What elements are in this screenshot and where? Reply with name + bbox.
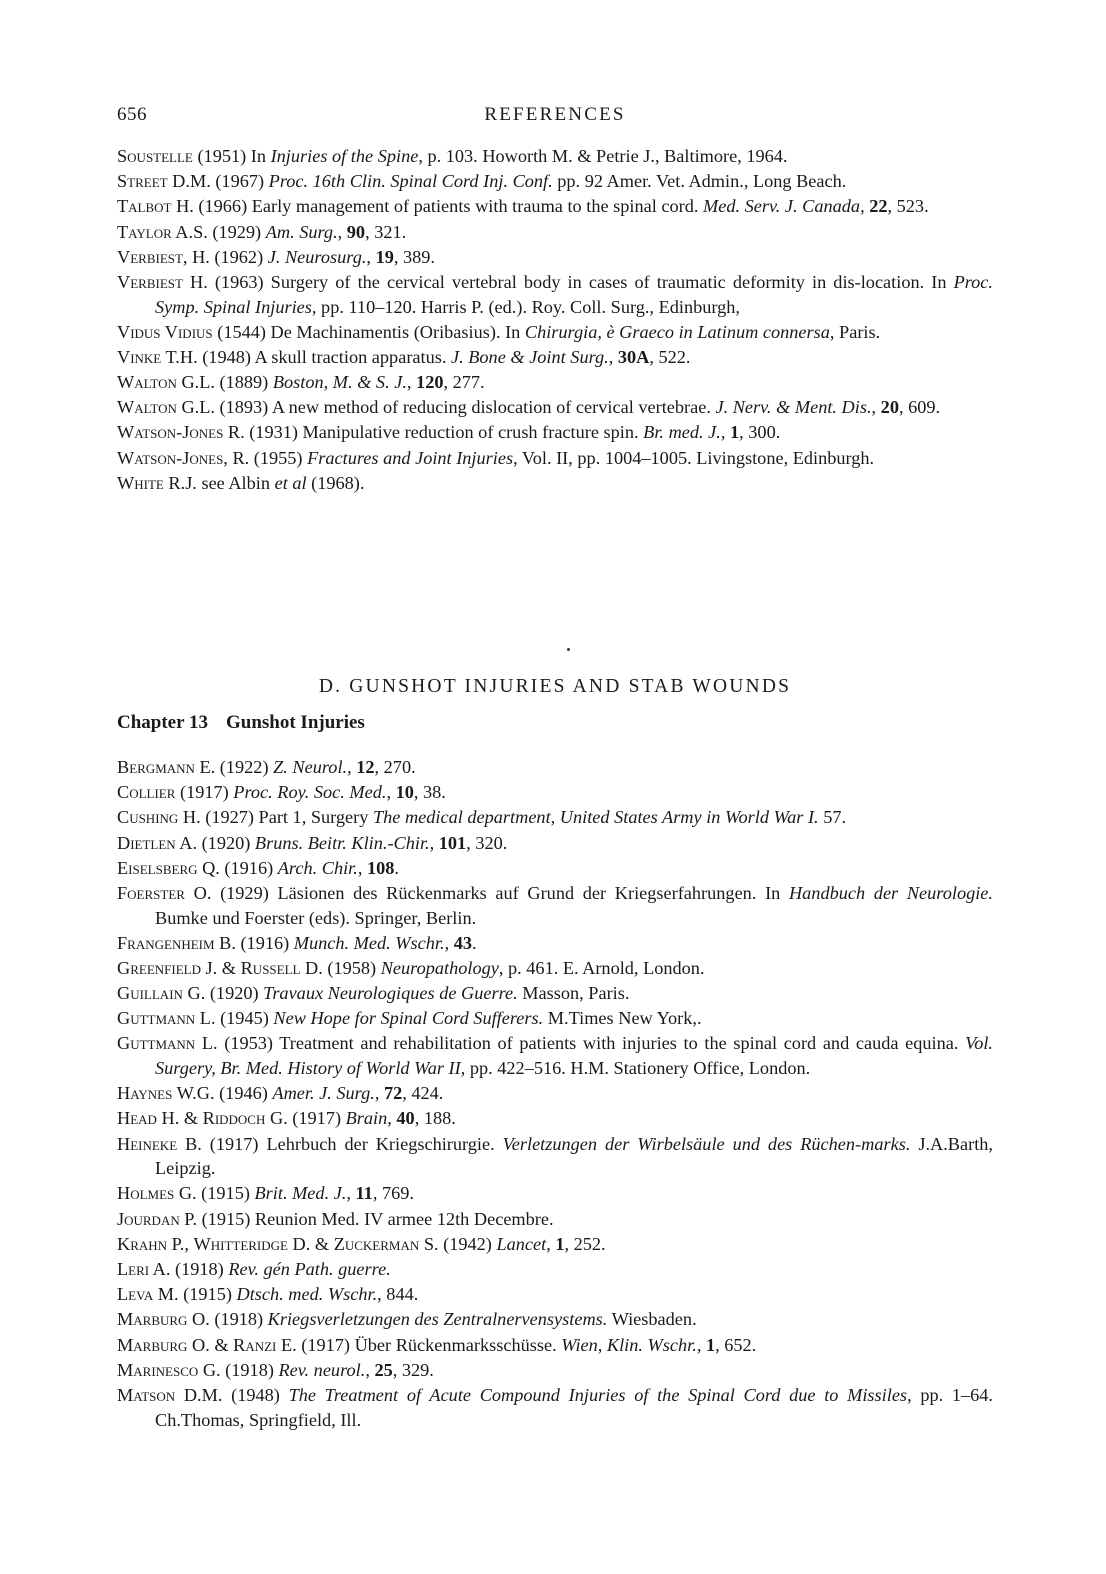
page-number: 656 bbox=[117, 104, 147, 125]
reference-entry bbox=[117, 220, 993, 245]
reference-entry bbox=[117, 1383, 993, 1432]
reference-entry bbox=[117, 831, 993, 856]
reference-entry bbox=[117, 1181, 993, 1206]
reference-entry bbox=[117, 1257, 993, 1282]
reference-entry bbox=[117, 370, 993, 395]
reference-author: Vidus Vidius bbox=[117, 321, 213, 342]
reference-entry bbox=[117, 194, 993, 219]
reference-author: Walton bbox=[117, 397, 177, 418]
reference-citation: P., Whitteridge D. & Zuckerman S. (1942) Lancet, 1, 252. bbox=[167, 1233, 606, 1254]
reference-author: Watson-Jones, bbox=[117, 447, 228, 468]
reference-citation: G.L. (1893) A new method of reducing dislocation of cervical vertebrae. J. Nerv. & Ment. Dis., 20, 609. bbox=[176, 397, 941, 418]
reference-author: Krahn bbox=[117, 1233, 168, 1254]
reference-author: Eiselsberg bbox=[117, 857, 198, 878]
reference-entry bbox=[117, 1358, 993, 1383]
reference-entry bbox=[117, 1307, 993, 1332]
reference-citation: Q. (1916) Arch. Chir., 108. bbox=[197, 857, 399, 878]
reference-citation: G. (1918) Rev. neurol., 25, 329. bbox=[198, 1359, 434, 1380]
reference-author: Marinesco bbox=[117, 1359, 199, 1380]
reference-author: Walton bbox=[117, 372, 177, 393]
running-title: REFERENCES bbox=[484, 104, 626, 125]
reference-entry bbox=[117, 471, 993, 496]
reference-entry bbox=[117, 169, 993, 194]
reference-entry bbox=[117, 1207, 993, 1232]
reference-entry bbox=[117, 755, 993, 780]
reference-citation: L. (1945) New Hope for Spinal Cord Sufferers. M.Times New York,. bbox=[195, 1008, 702, 1029]
reference-citation: (1544) De Machinamentis (Oribasius). In Chirurgia, è Graeco in Latinum connersa, Paris. bbox=[212, 321, 881, 342]
reference-author: Vinke bbox=[117, 346, 162, 367]
reference-author: Talbot bbox=[117, 196, 172, 217]
reference-author: Street bbox=[117, 171, 168, 192]
reference-entry bbox=[117, 956, 993, 981]
reference-entry bbox=[117, 345, 993, 370]
reference-author: Marburg bbox=[117, 1309, 188, 1330]
reference-entry bbox=[117, 931, 993, 956]
reference-entry bbox=[117, 856, 993, 881]
reference-citation: D.M. (1967) Proc. 16th Clin. Spinal Cord Inj. Conf. pp. 92 Amer. Vet. Admin., Long Beach. bbox=[167, 171, 847, 192]
reference-citation: (1917) Proc. Roy. Soc. Med., 10, 38. bbox=[175, 782, 446, 803]
reference-entry bbox=[117, 1232, 993, 1257]
reference-author: Leri bbox=[117, 1258, 150, 1279]
reference-author: Matson bbox=[117, 1384, 176, 1405]
reference-citation: H. (1963) Surgery of the cervical vertebral body in cases of traumatic deformity in dis-location. In Proc. Symp. Spinal Injuries, pp. 110–120. Harris P. (ed.). Roy. Coll. Surg., Edinburgh, bbox=[155, 271, 993, 317]
reference-citation: A. (1918) Rev. gén Path. guerre. bbox=[149, 1258, 391, 1279]
reference-entry bbox=[117, 881, 993, 930]
reference-citation: P. (1915) Reunion Med. IV armee 12th Decembre. bbox=[179, 1208, 554, 1229]
reference-author: Guttmann bbox=[117, 1008, 196, 1029]
reference-list-top bbox=[117, 144, 993, 496]
reference-citation: L. (1953) Treatment and rehabilitation of patients with injuries to the spinal cord and cauda equina. Vol. Surgery, Br. Med. History of World War II, pp. 422–516. H.M. Stationery Office, London. bbox=[155, 1033, 993, 1079]
reference-author: Bergmann bbox=[117, 757, 195, 777]
reference-citation: R. (1955) Fractures and Joint Injuries, Vol. II, pp. 1004–1005. Livingstone, Edinburgh. bbox=[227, 447, 875, 468]
reference-entry bbox=[117, 780, 993, 805]
chapter-title: Gunshot Injuries bbox=[225, 712, 365, 733]
reference-citation: R. (1931) Manipulative reduction of crush fracture spin. Br. med. J., 1, 300. bbox=[223, 422, 781, 443]
chapter-label: Chapter 13 bbox=[117, 712, 208, 733]
reference-citation: W.G. (1946) Amer. J. Surg., 72, 424. bbox=[172, 1083, 444, 1104]
reference-author: White bbox=[117, 472, 164, 493]
reference-citation: O. (1918) Kriegsverletzungen des Zentralnervensystems. Wiesbaden. bbox=[187, 1309, 697, 1330]
reference-entry bbox=[117, 1132, 993, 1181]
reference-entry bbox=[117, 1006, 993, 1031]
reference-author: Greenfield bbox=[117, 957, 201, 978]
reference-author: Foerster bbox=[117, 882, 185, 903]
reference-citation: G.L. (1889) Boston, M. & S. J., 120, 277. bbox=[176, 372, 485, 393]
reference-citation: A.S. (1929) Am. Surg., 90, 321. bbox=[171, 221, 407, 242]
reference-entry bbox=[117, 1333, 993, 1358]
reference-citation: G. (1915) Brit. Med. J., 11, 769. bbox=[174, 1183, 414, 1204]
reference-entry bbox=[117, 805, 993, 830]
reference-citation: H. (1966) Early management of patients with trauma to the spinal cord. Med. Serv. J. Canada, 22, 523. bbox=[171, 196, 929, 217]
reference-entry bbox=[117, 270, 993, 319]
reference-citation: A. (1920) Bruns. Beitr. Klin.-Chir., 101, 320. bbox=[175, 832, 508, 853]
reference-author: Watson-Jones bbox=[117, 422, 224, 443]
reference-citation: (1951) In Injuries of the Spine, p. 103. Howorth M. & Petrie J., Baltimore, 1964. bbox=[192, 146, 788, 166]
reference-entry bbox=[117, 981, 993, 1006]
reference-author: Haynes bbox=[117, 1083, 173, 1104]
reference-citation: O. & Ranzi E. (1917) Über Rückenmarksschüsse. Wien, Klin. Wschr., 1, 652. bbox=[187, 1334, 757, 1355]
reference-citation: R.J. see Albin et al (1968). bbox=[163, 472, 365, 493]
reference-list-chapter bbox=[117, 755, 993, 1433]
reference-author: Heineke bbox=[117, 1133, 178, 1154]
reference-author: Verbiest bbox=[117, 271, 183, 292]
reference-author: Head bbox=[117, 1108, 157, 1129]
chapter-heading bbox=[117, 712, 365, 734]
reference-entry bbox=[117, 1106, 993, 1131]
reference-author: Verbiest, bbox=[117, 246, 188, 267]
reference-author: Jourdan bbox=[117, 1208, 180, 1229]
section-title: D. GUNSHOT INJURIES AND STAB WOUNDS bbox=[318, 676, 792, 697]
reference-author: Cushing bbox=[117, 807, 179, 828]
reference-entry bbox=[117, 144, 993, 169]
print-speck bbox=[567, 648, 570, 651]
reference-citation: E. (1922) Z. Neurol., 12, 270. bbox=[194, 757, 416, 777]
reference-entry bbox=[117, 446, 993, 471]
reference-citation: J. & Russell D. (1958) Neuropathology, p. 461. E. Arnold, London. bbox=[200, 957, 705, 978]
reference-entry bbox=[117, 420, 993, 445]
reference-citation: O. (1929) Läsionen des Rückenmarks auf Grund der Kriegserfahrungen. In Handbuch der Neurologie. Bumke und Foerster (eds). Springer, Berlin. bbox=[155, 882, 993, 928]
reference-entry bbox=[117, 320, 993, 345]
reference-citation: H. (1962) J. Neurosurg., 19, 389. bbox=[187, 246, 435, 267]
reference-citation: G. (1920) Travaux Neurologiques de Guerre. Masson, Paris. bbox=[182, 983, 630, 1004]
reference-author: Soustelle bbox=[117, 146, 193, 166]
reference-author: Guttmann bbox=[117, 1033, 196, 1054]
reference-author: Leva bbox=[117, 1284, 154, 1305]
reference-entry bbox=[117, 1031, 993, 1080]
reference-entry bbox=[117, 245, 993, 270]
reference-citation: H. (1927) Part 1, Surgery The medical department, United States Army in World War I. 57. bbox=[178, 807, 847, 828]
reference-author: Holmes bbox=[117, 1183, 175, 1204]
reference-citation: B. (1916) Munch. Med. Wschr., 43. bbox=[214, 932, 477, 953]
running-header bbox=[117, 104, 993, 130]
reference-citation: D.M. (1948) The Treatment of Acute Compound Injuries of the Spinal Cord due to Missiles, pp. 1–64. Ch.Thomas, Springfield, Ill. bbox=[155, 1384, 993, 1430]
reference-author: Dietlen bbox=[117, 832, 176, 853]
reference-author: Guillain bbox=[117, 983, 183, 1004]
reference-citation: M. (1915) Dtsch. med. Wschr., 844. bbox=[153, 1284, 419, 1305]
reference-citation: B. (1917) Lehrbuch der Kriegschirurgie. Verletzungen der Wirbelsäule und des Rüchen-marks. J.A.Barth, Leipzig. bbox=[155, 1133, 993, 1179]
reference-citation: H. & Riddoch G. (1917) Brain, 40, 188. bbox=[156, 1108, 456, 1129]
reference-author: Taylor bbox=[117, 221, 172, 242]
reference-entry bbox=[117, 1081, 993, 1106]
reference-author: Frangenheim bbox=[117, 932, 215, 953]
reference-author: Collier bbox=[117, 782, 176, 803]
reference-author: Marburg bbox=[117, 1334, 188, 1355]
reference-citation: T.H. (1948) A skull traction apparatus. J. Bone & Joint Surg., 30A, 522. bbox=[161, 346, 691, 367]
reference-entry bbox=[117, 1282, 993, 1307]
reference-entry bbox=[117, 395, 993, 420]
